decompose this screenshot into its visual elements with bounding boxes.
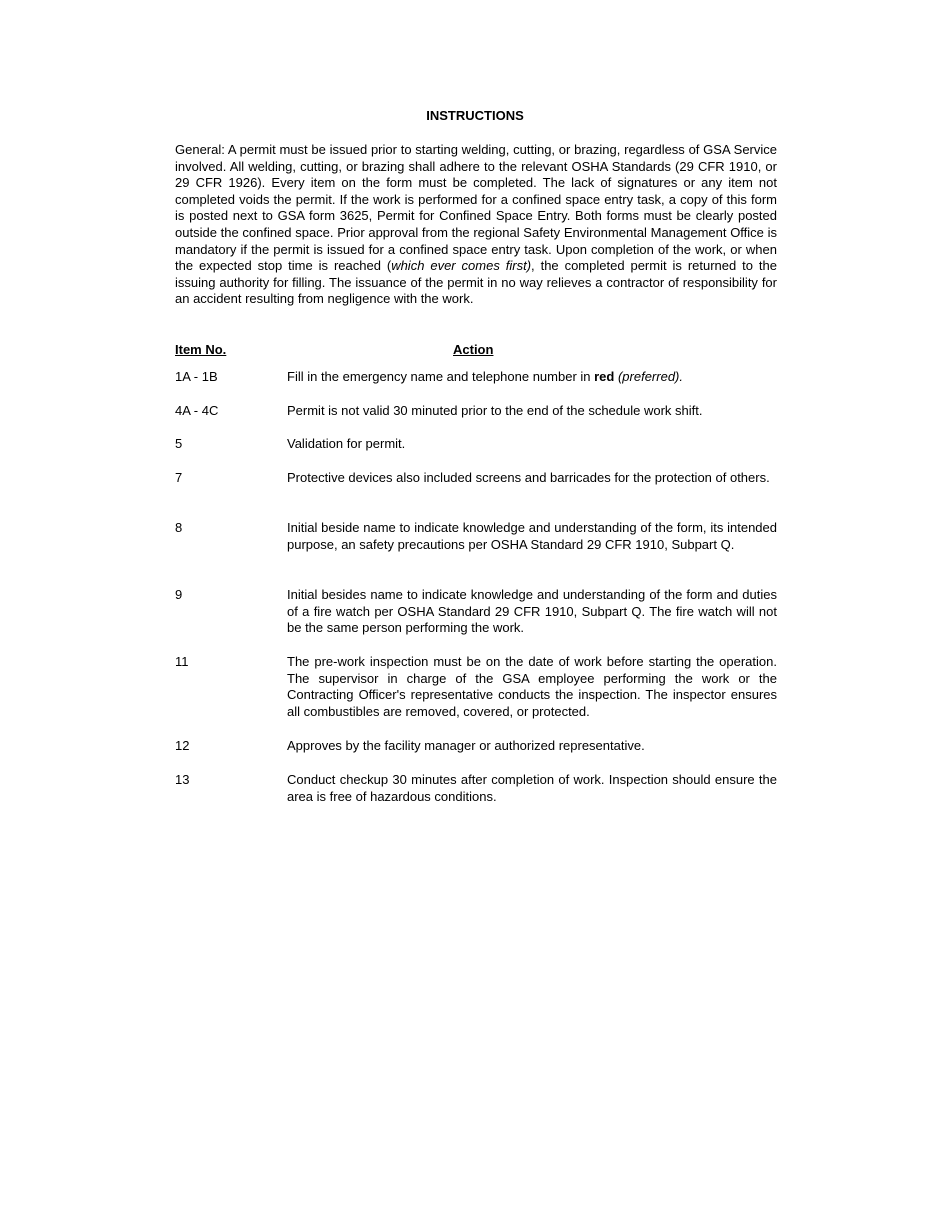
item-action	[287, 369, 777, 386]
item-action-italic: (preferred).	[614, 369, 683, 384]
item-action: The pre-work inspection must be on the date of work before starting the operation. The supervisor in charge of the GSA employee performing the work or the Contracting Officer's representative conducts the inspection. The inspector ensures all combustibles are removed, covered, or protected.	[287, 654, 777, 719]
item-number: 7	[175, 470, 183, 485]
item-action: Initial besides name to indicate knowledge and understanding of the form and duties of a fire watch per OSHA Standard 29 CFR 1910, Subpart Q. The fire watch will not be the same person performing the work.	[287, 587, 777, 636]
general-text-part1: General: A permit must be issued prior to starting welding, cutting, or brazing, regardless of GSA Service involved. All welding, cutting, or brazing shall adhere to the relevant OSHA Standards (29 CFR 1910, or 29 CFR 1926). Every item on the form must be completed. The lack of signatures or any item not completed voids the permit. If the work is performed for a confined space entry task, a copy of this form is posted next to GSA form 3625, Permit for Confined Space Entry. Both forms must be clearly posted outside the confined space. Prior approval from the regional Safety Environmental Management Office is mandatory if the permit is issued for a confined space entry task. Upon completion of the work, or when the expected stop time is reached (	[175, 142, 777, 274]
item-number: 8	[175, 520, 183, 535]
item-number: 12	[175, 738, 190, 753]
item-action: Protective devices also included screens and barricades for the protection of others.	[287, 470, 770, 485]
column-header-item-no: Item No.	[175, 342, 227, 357]
item-action-bold: red	[594, 369, 615, 384]
item-action-text: Fill in the emergency name and telephone number in	[287, 369, 595, 384]
item-number: 1A - 1B	[175, 369, 218, 384]
item-number: 11	[175, 654, 189, 669]
item-action: Validation for permit.	[287, 436, 406, 451]
item-action: Conduct checkup 30 minutes after completion of work. Inspection should ensure the area is free of hazardous conditions.	[287, 772, 777, 804]
item-action: Permit is not valid 30 minuted prior to the end of the schedule work shift.	[287, 403, 703, 418]
general-text-italic: which ever comes first)	[391, 258, 532, 274]
item-number: 4A - 4C	[175, 403, 219, 418]
column-header-action: Action	[453, 342, 494, 357]
item-action: Approves by the facility manager or authorized representative.	[287, 738, 645, 753]
page-title: INSTRUCTIONS	[426, 108, 524, 123]
general-text-part2: , the completed permit is returned to the issuing authority for filling. The issuance of the permit in no way relieves a contractor of responsibility for an accident resulting from negligence with the work.	[175, 258, 777, 307]
general-instructions	[175, 142, 777, 308]
item-number: 9	[175, 587, 183, 602]
item-number: 13	[175, 772, 190, 787]
item-action: Initial beside name to indicate knowledge and understanding of the form, its intended purpose, an safety precautions per OSHA Standard 29 CFR 1910, Subpart Q.	[287, 520, 777, 552]
item-number: 5	[175, 436, 183, 451]
